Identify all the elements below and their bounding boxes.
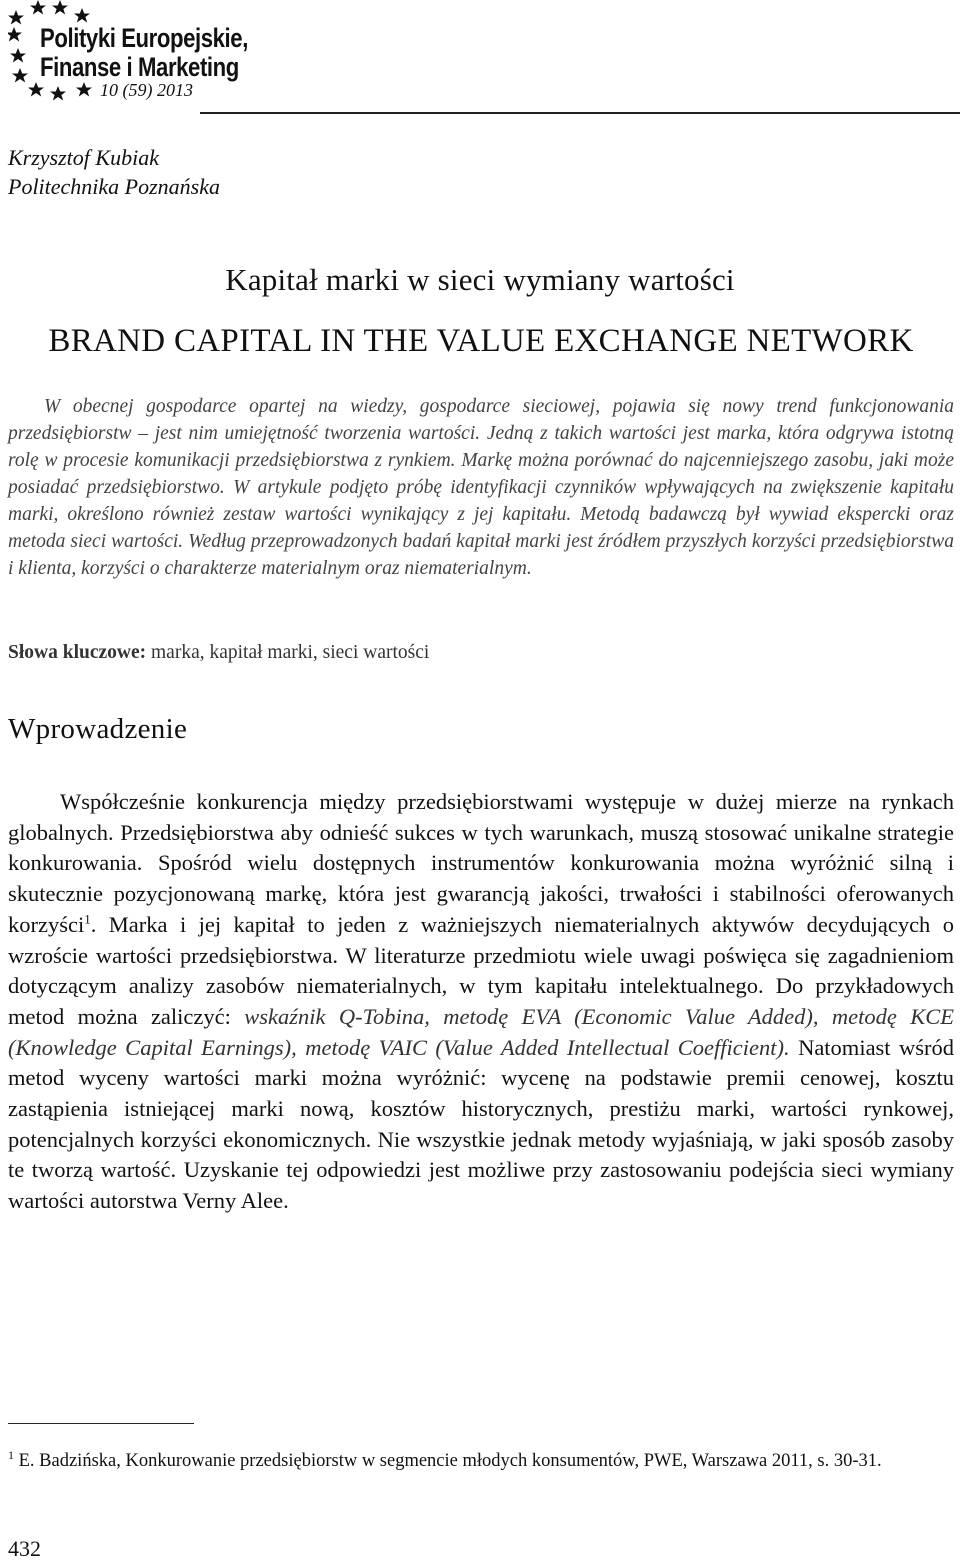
journal-header <box>4 0 960 118</box>
journal-logo-line1: Polityki Europejskie, <box>40 23 248 53</box>
footnote <box>8 1443 954 1474</box>
footnote-number: 1 <box>8 1448 14 1462</box>
issue-number: 10 (59) 2013 <box>100 80 193 100</box>
abstract-text: W obecnej gospodarce opartej na wiedzy, gospodarce sieciowej, pojawia się nowy trend funkcjonowania przedsiębiorstw – jest nim umiejętność tworzenia wartości. Jedną z takich wartości jest marka, która odgrywa istotną rolę w procesie komunikacji przedsiębiorstwa z rynkiem. Markę można porównać do najcenniejszego zasobu, jaki może posiadać przedsiębiorstwo. W artykule podjęto próbę identyfikacji czynników wpływających na zwiększenie kapitału marki, określono również zestaw wartości wynikający z jej kapitału. Metodą badawczą był wywiad ekspercki oraz metoda sieci wartości. Według przeprowadzonych badań kapitał marki jest źródłem przyszłych korzyści przedsiębiorstwa i klienta, korzyści o charakterze materialnym oraz niematerialnym. <box>8 396 954 579</box>
body-text-part2: . Marka i jej kapitał to jeden z ważniejszych niematerialnych aktywów decydujących o wzroście wartości przedsiębiorstwa. W literaturze przedmiotu wiele uwagi poświęca się zagadnieniom dotyczącym analizy zasobów niematerialnych, w tym kapitału intelektualnego. Do przykładowych metod można zaliczyć: <box>8 911 954 1029</box>
footnote-reference[interactable]: 1 <box>84 911 91 927</box>
author-name: Krzysztof Kubiak <box>8 145 159 170</box>
footnote-divider <box>8 1423 194 1424</box>
body-text-part3: Natomiast wśród metod wyceny wartości marki można wyróżnić: wycenę na podstawie premii cenowej, kosztu zastąpienia istniejącej marki nową, kosztów historycznych, prestiżu marki, wartości rynkowej, potencjalnych korzyści ekonomicznych. Nie wszystkie jednak metody wyjaśniają, w jaki sposób zasoby te tworzą wartość. Uzyskanie tej odpowiedzi jest możliwe przy zastosowaniu podejścia sieci wymiany wartości autorstwa Verny Alee. <box>8 1034 955 1214</box>
body-methods-italic: wskaźnik Q-Tobina, metodę EVA (Economic Value Added), metodę KCE (Knowledge Capital Earnings), metodę VAIC (Value Added Intellectual Coefficient). <box>8 1003 954 1060</box>
keywords <box>8 642 429 664</box>
abstract <box>8 393 954 582</box>
footnote-text: E. Badzińska, Konkurowanie przedsiębiorstw w segmencie młodych konsumentów, PWE, Warszawa 2011, s. 30-31. <box>14 1451 882 1472</box>
header-divider <box>200 112 960 114</box>
section-title: Wprowadzenie <box>8 713 188 745</box>
article-title-polish: Kapitał marki w sieci wymiany wartości <box>225 262 735 297</box>
article-title-english: BRAND CAPITAL IN THE VALUE EXCHANGE NETWORK <box>48 323 914 359</box>
author-affiliation: Politechnika Poznańska <box>8 174 221 199</box>
author-block <box>8 143 220 201</box>
keywords-value: marka, kapitał marki, sieci wartości <box>151 642 430 663</box>
body-paragraph <box>8 787 954 1217</box>
page-number: 432 <box>8 1536 41 1561</box>
journal-logo-line2: Finanse i Marketing <box>40 52 239 82</box>
keywords-label: Słowa kluczowe: <box>8 642 147 663</box>
body-text-part1: Współcześnie konkurencja między przedsiębiorstwami występuje w dużej mierze na rynkach globalnych. Przedsiębiorstwa aby odnieść sukces w tych warunkach, muszą stosować unikalne strategie konkurowania. Spośród wielu dostępnych instrumentów konkurowania można wyróżnić silną i skutecznie pozycjonowaną markę, która jest gwarancją jakości, trwałości i stabilności oferowanych korzyści <box>8 789 954 937</box>
